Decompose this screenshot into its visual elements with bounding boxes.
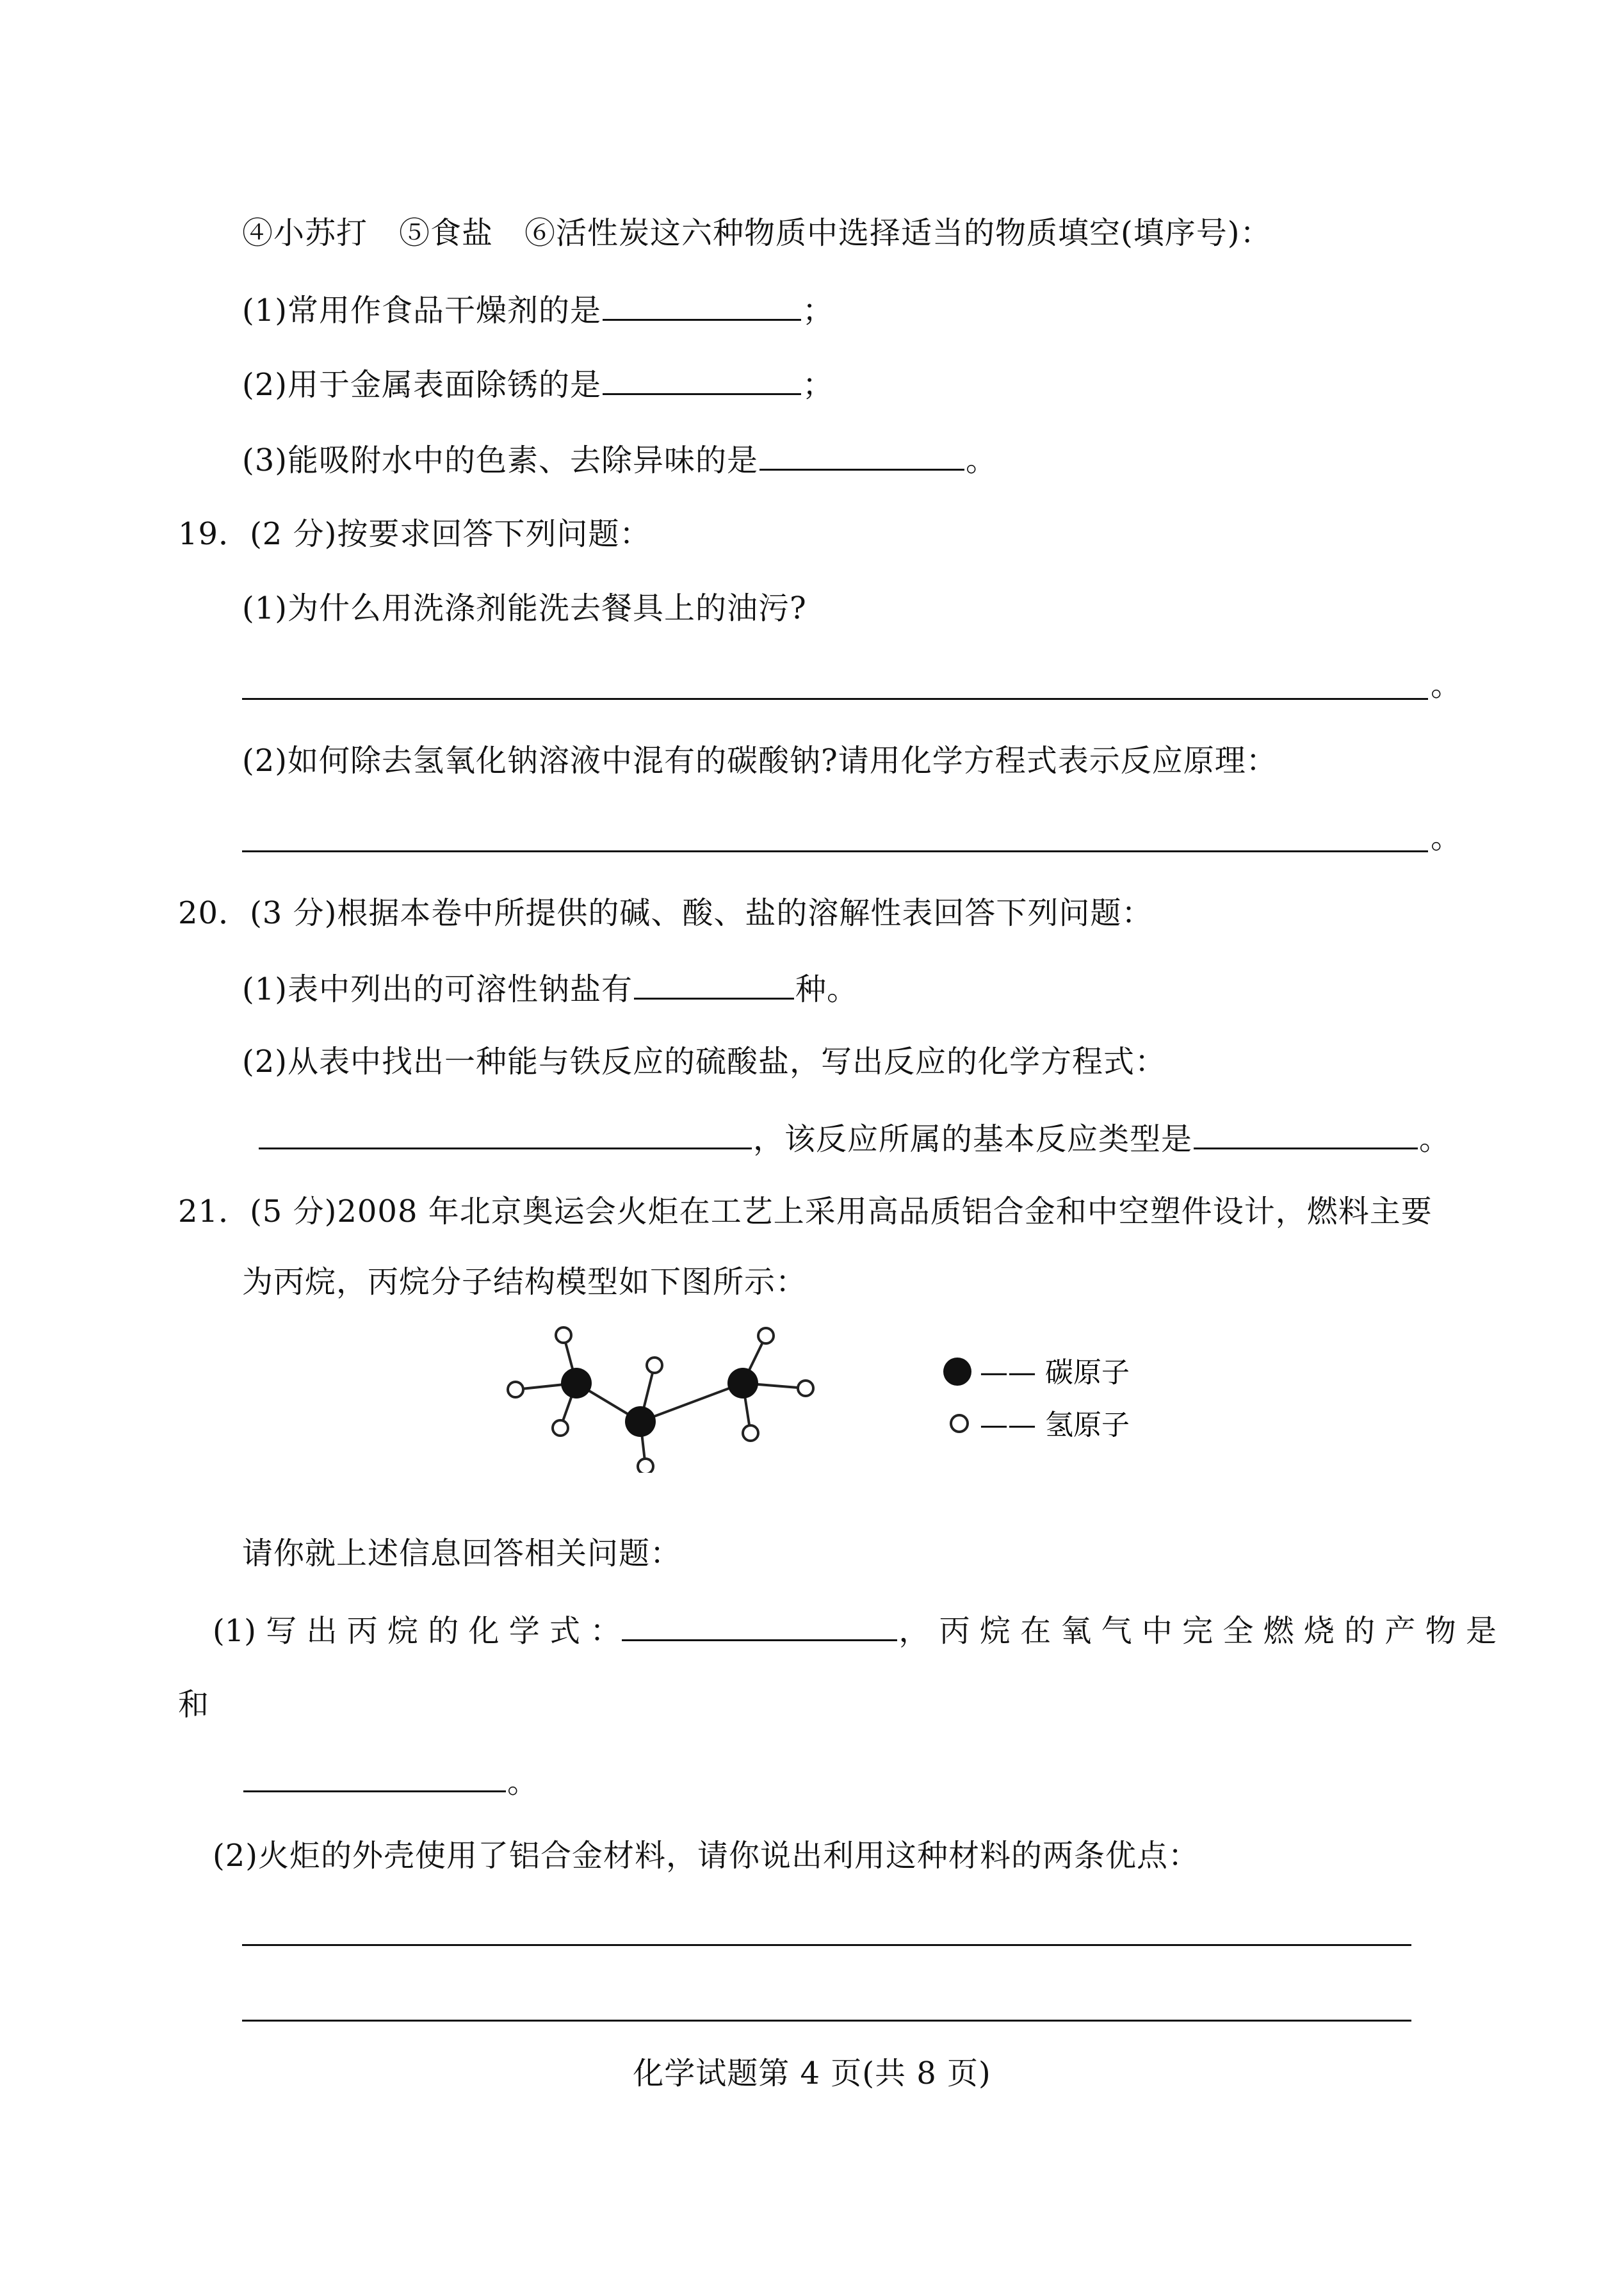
q18-part1: (1)常用作食品干燥剂的是 ； [242, 289, 834, 330]
q19-part1-answer-line[interactable] [242, 698, 1428, 700]
hydrogen-atom [798, 1381, 813, 1396]
hydrogen-atom [508, 1382, 523, 1397]
q19-title: 19．(2 分)按要求回答下列问题： [178, 516, 651, 552]
q19-part1-end: 。 [1431, 667, 1463, 703]
q19-part2-end: 。 [1431, 820, 1463, 856]
hydrogen-atom [553, 1420, 568, 1436]
q21-product-blank[interactable] [243, 1761, 506, 1792]
hydrogen-atom [743, 1425, 758, 1441]
legend-hydrogen-symbol [951, 1415, 968, 1432]
q19-part1: (1)为什么用洗涤剂能洗去餐具上的油污? [242, 590, 807, 626]
q18-part3: (3)能吸附水中的色素、去除异味的是 。 [242, 439, 997, 480]
q18-part1-blank[interactable] [603, 289, 801, 321]
hydrogen-atom [758, 1328, 774, 1343]
q21-part1: (1) 写 出 丙 烷 的 化 学 式 ： ， 丙 烷 在 氧 气 中 完 全 燃 烧 的 产 物 是 [213, 1610, 1497, 1650]
q18-part2-blank[interactable] [603, 364, 801, 395]
hydrogen-atom [647, 1358, 662, 1373]
legend-carbon-symbol [943, 1358, 971, 1386]
q19-part2: (2)如何除去氢氧化钠溶液中混有的碳酸钠?请用化学方程式表示反应原理： [242, 743, 1278, 779]
q20-part2-answer: ，该反应所属的基本反应类型是 。 [257, 1118, 1450, 1158]
hydrogen-atom [556, 1327, 571, 1343]
legend-hydrogen-label: —— 氢原子 [980, 1409, 1130, 1441]
propane-molecule-diagram [487, 1306, 1153, 1473]
carbon-atom [561, 1368, 592, 1399]
q21-formula-blank[interactable] [622, 1610, 897, 1641]
q21-advantage-line-2[interactable] [242, 2020, 1411, 2022]
carbon-atom [727, 1368, 758, 1399]
carbon-atoms [561, 1368, 758, 1437]
carbon-atom [625, 1406, 656, 1437]
hydrogen-atom [638, 1459, 653, 1473]
q21-part1-he: 和 [178, 1687, 210, 1723]
q21-advantage-line-1[interactable] [242, 1944, 1411, 1946]
q20-part1-blank[interactable] [634, 968, 794, 1000]
q21-title-cont: 为丙烷，丙烷分子结构模型如下图所示： [242, 1264, 808, 1300]
q19-part2-answer-line[interactable] [242, 850, 1428, 852]
q18-intro: ④小苏打 ⑤食盐 ⑥活性炭这六种物质中选择适当的物质填空(填序号)： [242, 215, 1272, 251]
q21-title: 21．(5 分)2008 年北京奥运会火炬在工艺上采用高品质铝合金和中空塑件设计，燃料主要 [178, 1194, 1433, 1229]
q20-title: 20．(3 分)根据本卷中所提供的碱、酸、盐的溶解性表回答下列问题： [178, 895, 1153, 931]
legend-carbon-label: —— 碳原子 [980, 1356, 1130, 1389]
q18-part3-blank[interactable] [759, 439, 964, 471]
q20-part2: (2)从表中找出一种能与铁反应的硫酸盐，写出反应的化学方程式： [242, 1044, 1166, 1080]
q21-part2: (2)火炬的外壳使用了铝合金材料，请你说出利用这种材料的两条优点： [213, 1838, 1199, 1874]
q18-part2: (2)用于金属表面除锈的是 ； [242, 364, 834, 404]
q20-equation-blank[interactable] [259, 1118, 752, 1149]
hydrogen-atoms [508, 1327, 813, 1473]
page-footer: 化学试题第 4 页(共 8 页) [633, 2056, 991, 2091]
q21-part1-cont: 。 [242, 1761, 539, 1801]
q20-part1: (1)表中列出的可溶性钠盐有 种。 [242, 968, 858, 1009]
q20-reaction-type-blank[interactable] [1194, 1118, 1418, 1149]
q21-prompt: 请你就上述信息回答相关问题： [242, 1536, 682, 1571]
